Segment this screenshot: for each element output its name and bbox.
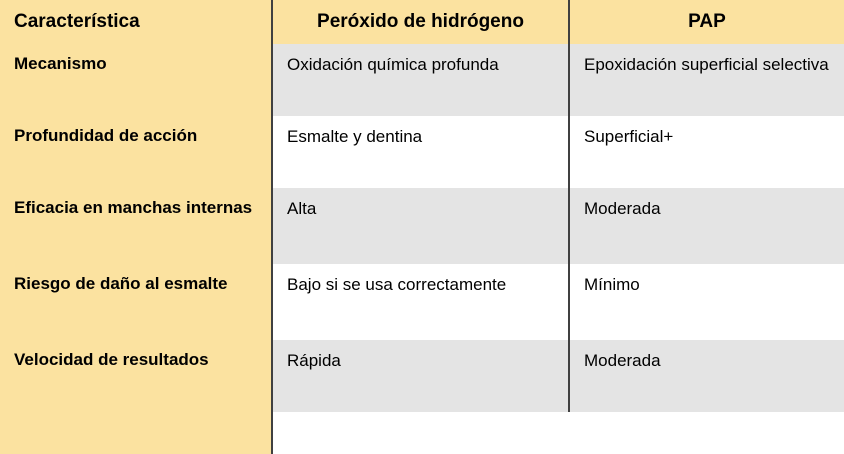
filler-label-cell [0, 412, 272, 454]
row-label: Eficacia en manchas internas [0, 188, 272, 264]
cell-hydrogen-peroxide: Oxidación química profunda [272, 44, 569, 116]
table-header-row [0, 0, 844, 44]
row-label: Profundidad de acción [0, 116, 272, 188]
table-row [0, 44, 844, 116]
row-label: Riesgo de daño al esmalte [0, 264, 272, 340]
filler-cell-pap [569, 412, 844, 454]
table-row [0, 340, 844, 412]
table-header [0, 0, 844, 44]
table-row [0, 188, 844, 264]
cell-hydrogen-peroxide: Rápida [272, 340, 569, 412]
column-header-hydrogen-peroxide: Peróxido de hidrógeno [272, 0, 569, 44]
cell-pap: Moderada [569, 188, 844, 264]
cell-pap: Superficial+ [569, 116, 844, 188]
cell-hydrogen-peroxide: Alta [272, 188, 569, 264]
table-row [0, 264, 844, 340]
cell-hydrogen-peroxide: Bajo si se usa correctamente [272, 264, 569, 340]
row-label: Mecanismo [0, 44, 272, 116]
table-body [0, 44, 844, 454]
column-header-feature: Característica [0, 0, 272, 44]
table-bottom-filler [0, 412, 844, 454]
cell-hydrogen-peroxide: Esmalte y dentina [272, 116, 569, 188]
table-row [0, 116, 844, 188]
cell-pap: Moderada [569, 340, 844, 412]
row-label: Velocidad de resultados [0, 340, 272, 412]
filler-cell-hydrogen-peroxide [272, 412, 569, 454]
column-header-pap: PAP [569, 0, 844, 44]
cell-pap: Mínimo [569, 264, 844, 340]
cell-pap: Epoxidación superficial selectiva [569, 44, 844, 116]
